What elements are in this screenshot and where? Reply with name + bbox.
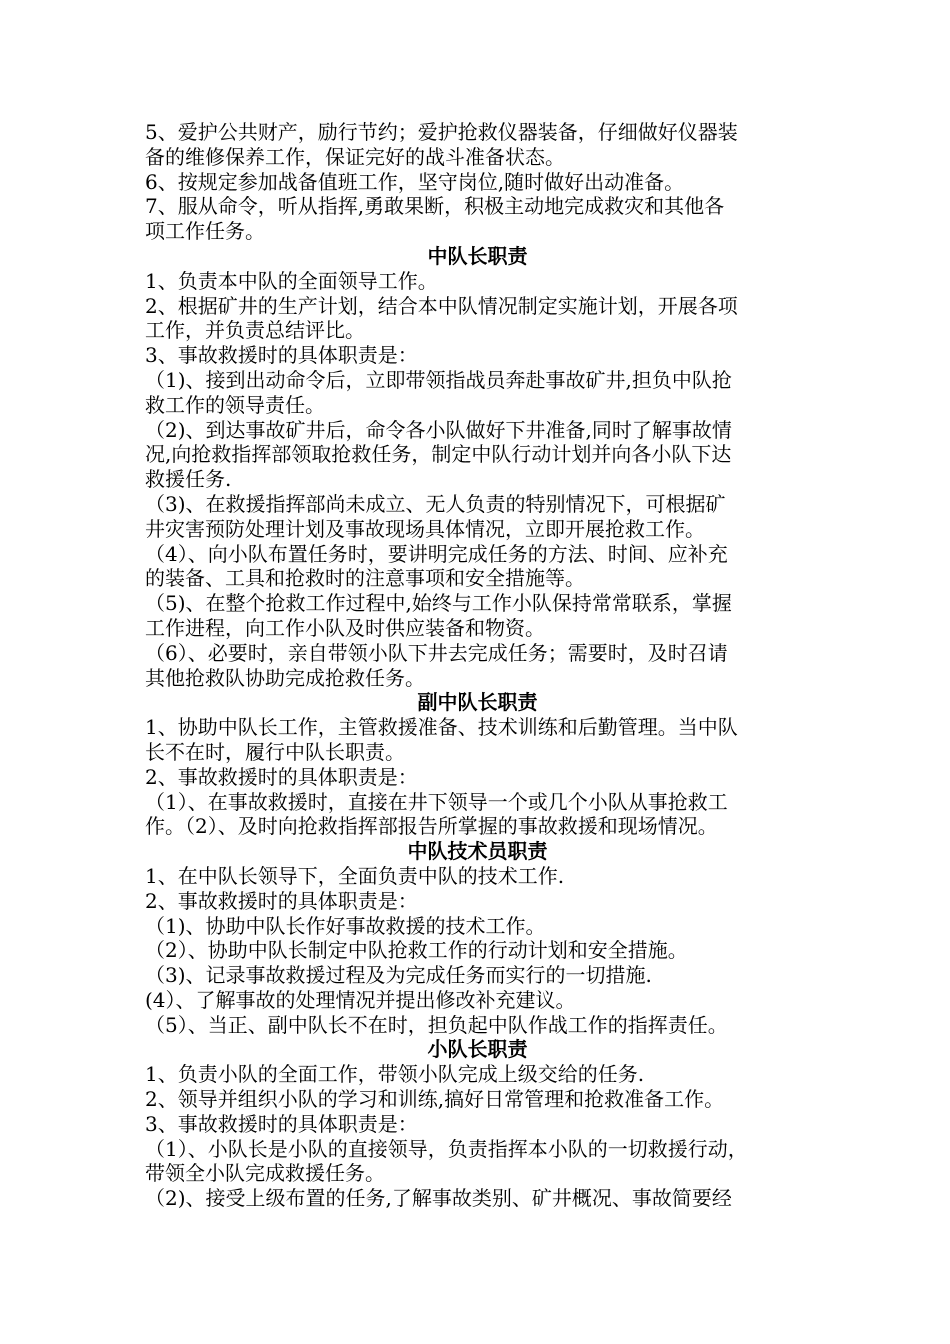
text-line: （4）、向小队布置任务时，要讲明完成任务的方法、时间、应补充 <box>145 541 728 566</box>
paragraph <box>145 889 810 914</box>
text-line: （1）、在事故救援时，直接在井下领导一个或几个小队从事抢救工 <box>145 789 728 814</box>
text-line: （1）、小队长是小队的直接领导，负责指挥本小队的一切救援行动， <box>145 1136 748 1161</box>
text-line: 1、协助中队长工作，主管救援准备、技术训练和后勤管理。当中队 <box>145 715 738 740</box>
text-line: 作。（2）、及时向抢救指挥部报告所掌握的事故救援和现场情况。 <box>145 814 718 839</box>
text-line: 1、负责本中队的全面领导工作。 <box>145 268 438 293</box>
text-line: 3、事故救援时的具体职责是： <box>145 1111 418 1136</box>
text-line: （5)、在整个抢救工作过程中,始终与工作小队保持常常联系，掌握 <box>145 591 732 616</box>
text-line: （1)、协助中队长作好事故救援的技术工作。 <box>145 913 546 938</box>
text-line: （3)、在救援指挥部尚未成立、无人负责的特别情况下，可根据矿 <box>145 491 726 516</box>
text-line: （2)、接受上级布置的任务,了解事故类别、矿井概况、事故简要经 <box>145 1186 732 1211</box>
paragraph <box>145 988 810 1013</box>
paragraph <box>145 368 810 418</box>
text-line: 备的维修保养工作，保证完好的战斗准备状态。 <box>145 144 565 169</box>
paragraph <box>145 1186 810 1211</box>
section-heading: 小队长职责 <box>427 1037 528 1062</box>
text-line: 其他抢救队协助完成抢救任务。 <box>145 665 425 690</box>
text-line: 1、负责小队的全面工作，带领小队完成上级交给的任务. <box>145 1062 645 1087</box>
text-line: 2、领导并组织小队的学习和训练,搞好日常管理和抢救准备工作。 <box>145 1087 725 1112</box>
text-line: 7、服从命令，听从指挥,勇敢果断，积极主动地完成救灾和其他各 <box>145 194 725 219</box>
text-line: 长不在时，履行中队长职责。 <box>145 739 405 764</box>
section-heading: 中队技术员职责 <box>407 839 548 864</box>
paragraph <box>145 864 810 889</box>
paragraph <box>145 1112 810 1137</box>
paragraph <box>145 418 810 492</box>
paragraph <box>145 591 810 641</box>
paragraph <box>145 492 810 542</box>
text-line: 项工作任务。 <box>145 219 265 244</box>
text-line: 6、按规定参加战备值班工作，坚守岗位,随时做好出动准备。 <box>145 169 685 194</box>
text-line: (4）、了解事故的处理情况并提出修改补充建议。 <box>145 987 576 1012</box>
text-line: （2)、到达事故矿井后，命令各小队做好下井准备,同时了解事故情 <box>145 417 732 442</box>
text-line: 救工作的领导责任。 <box>145 392 325 417</box>
text-line: （1)、接到出动命令后，立即带领指战员奔赴事故矿井,担负中队抢 <box>145 367 732 392</box>
text-line: 工作进程，向工作小队及时供应装备和物资。 <box>145 615 545 640</box>
text-line: 2、根据矿井的生产计划，结合本中队情况制定实施计划，开展各项 <box>145 293 738 318</box>
text-line: （2）、协助中队长制定中队抢救工作的行动计划和安全措施。 <box>145 938 688 963</box>
paragraph <box>145 963 810 988</box>
paragraph <box>145 790 810 840</box>
paragraph <box>145 170 810 195</box>
text-line: （6）、必要时，亲自带领小队下井去完成任务；需要时，及时召请 <box>145 640 728 665</box>
section-heading: 中队长职责 <box>427 243 528 268</box>
paragraph <box>145 1137 810 1187</box>
text-line: 2、事故救援时的具体职责是： <box>145 888 418 913</box>
paragraph <box>145 343 810 368</box>
text-line: 井灾害预防处理计划及事故现场具体情况，立即开展抢救工作。 <box>145 516 705 541</box>
text-line: （3)、记录事故救援过程及为完成任务而实行的一切措施. <box>145 963 652 988</box>
paragraph <box>145 194 810 244</box>
text-line: 3、事故救援时的具体职责是： <box>145 343 418 368</box>
paragraph <box>145 120 810 170</box>
paragraph <box>145 1087 810 1112</box>
paragraph <box>145 269 810 294</box>
section-heading: 副中队长职责 <box>417 690 538 715</box>
text-line: （5）、当正、副中队长不在时，担负起中队作战工作的指挥责任。 <box>145 1012 728 1037</box>
document-page <box>145 120 810 1211</box>
text-line: 带领全小队完成救援任务。 <box>145 1161 385 1186</box>
paragraph <box>145 542 810 592</box>
text-line: 救援任务. <box>145 467 232 492</box>
paragraph <box>145 715 810 765</box>
paragraph <box>145 938 810 963</box>
paragraph <box>145 765 810 790</box>
paragraph <box>145 1062 810 1087</box>
text-line: 1、在中队长领导下，全面负责中队的技术工作. <box>145 863 565 888</box>
text-line: 5、爱护公共财产，励行节约；爱护抢救仪器装备，仔细做好仪器装 <box>145 120 738 144</box>
text-line: 的装备、工具和抢救时的注意事项和安全措施等。 <box>145 566 585 591</box>
paragraph <box>145 1013 810 1038</box>
paragraph <box>145 294 810 344</box>
paragraph <box>145 914 810 939</box>
text-line: 2、事故救援时的具体职责是： <box>145 764 418 789</box>
text-line: 况,向抢救指挥部领取抢救任务，制定中队行动计划并向各小队下达 <box>145 442 732 467</box>
text-line: 工作，并负责总结评比。 <box>145 318 365 343</box>
paragraph <box>145 641 810 691</box>
